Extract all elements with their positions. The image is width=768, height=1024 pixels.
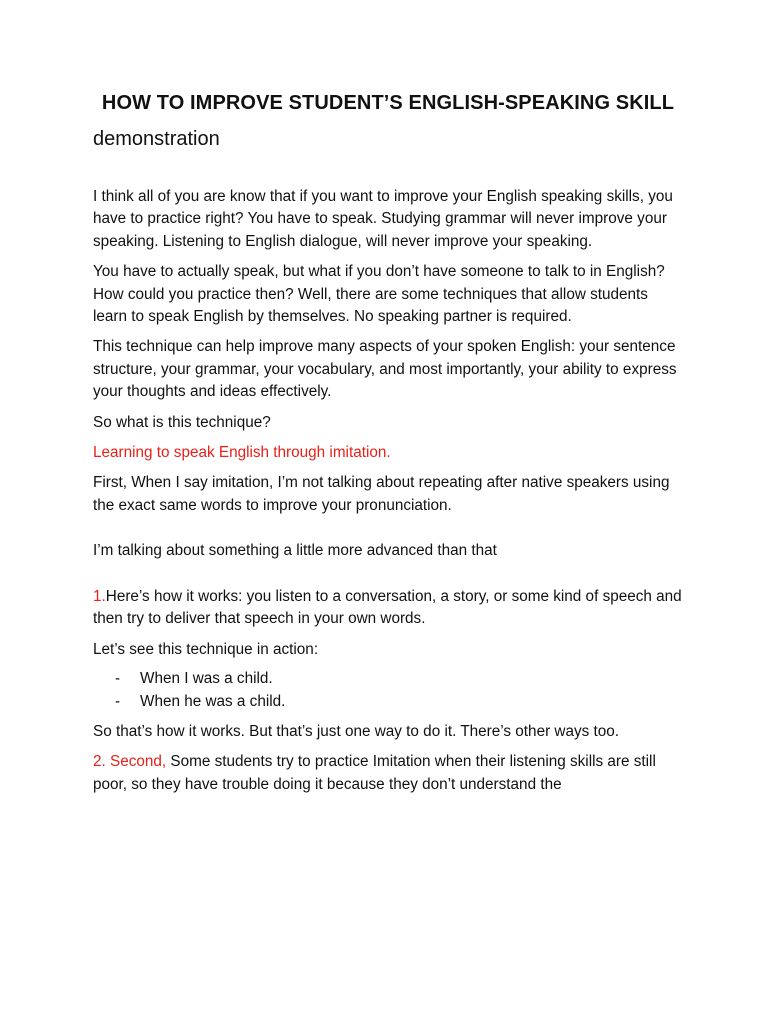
document-body xyxy=(93,88,683,796)
page-title: HOW TO IMPROVE STUDENT’S ENGLISH-SPEAKING SKILL xyxy=(101,92,675,114)
list-item xyxy=(93,690,683,713)
list-item-text: When he was a child. xyxy=(140,692,286,710)
step-number-2: 2. Second, xyxy=(93,753,167,771)
paragraph-advanced-text: I’m talking about something a little more advanced than that xyxy=(93,542,497,560)
page-subtitle: demonstration xyxy=(93,128,220,150)
step-number-1: 1. xyxy=(93,587,106,605)
paragraph-second-text: Some students try to practice Imitation when their listening skills are still poor, so they have trouble doing it because they don’t understand the xyxy=(93,753,656,793)
paragraph-other-ways: So that’s how it works. But that’s just one way to do it. There’s other ways too. xyxy=(93,722,620,740)
paragraph-intro: I think all of you are know that if you want to improve your English speaking skills, you have to practice right? You have to speak. Studying grammar will never improve your speaking. Listening to English dialogue, will never improve your speaking. xyxy=(93,188,673,250)
paragraph-in-action: Let’s see this technique in action: xyxy=(93,640,319,658)
paragraph-first: First, When I say imitation, I’m not talking about repeating after native speakers using the exact same words to improve your pronunciation. xyxy=(93,474,670,514)
paragraph-actually-speak: You have to actually speak, but what if you don’t have someone to talk to in English? How could you practice then? Well, there are some techniques that allow students learn to speak English by themselves. No speaking partner is required. xyxy=(93,263,665,326)
paragraph-how-it-works xyxy=(93,586,683,631)
paragraph-second xyxy=(93,751,683,796)
highlight-imitation: Learning to speak English through imitation. xyxy=(93,444,391,462)
list-item xyxy=(93,667,683,690)
paragraph-advanced xyxy=(93,540,683,562)
list-dash: - xyxy=(115,692,121,710)
list-dash: - xyxy=(115,669,121,687)
paragraph-technique-aspects: This technique can help improve many aspects of your spoken English: your sentence structure, your grammar, your vocabulary, and most importantly, your ability to express your thoughts and ideas effectively. xyxy=(93,338,677,401)
paragraph-question: So what is this technique? xyxy=(93,413,271,431)
example-list xyxy=(93,667,683,713)
list-item-text: When I was a child. xyxy=(140,669,273,687)
paragraph-how-it-works-text: Here’s how it works: you listen to a conversation, a story, or some kind of speech and then try to deliver that speech in your own words. xyxy=(93,587,682,628)
